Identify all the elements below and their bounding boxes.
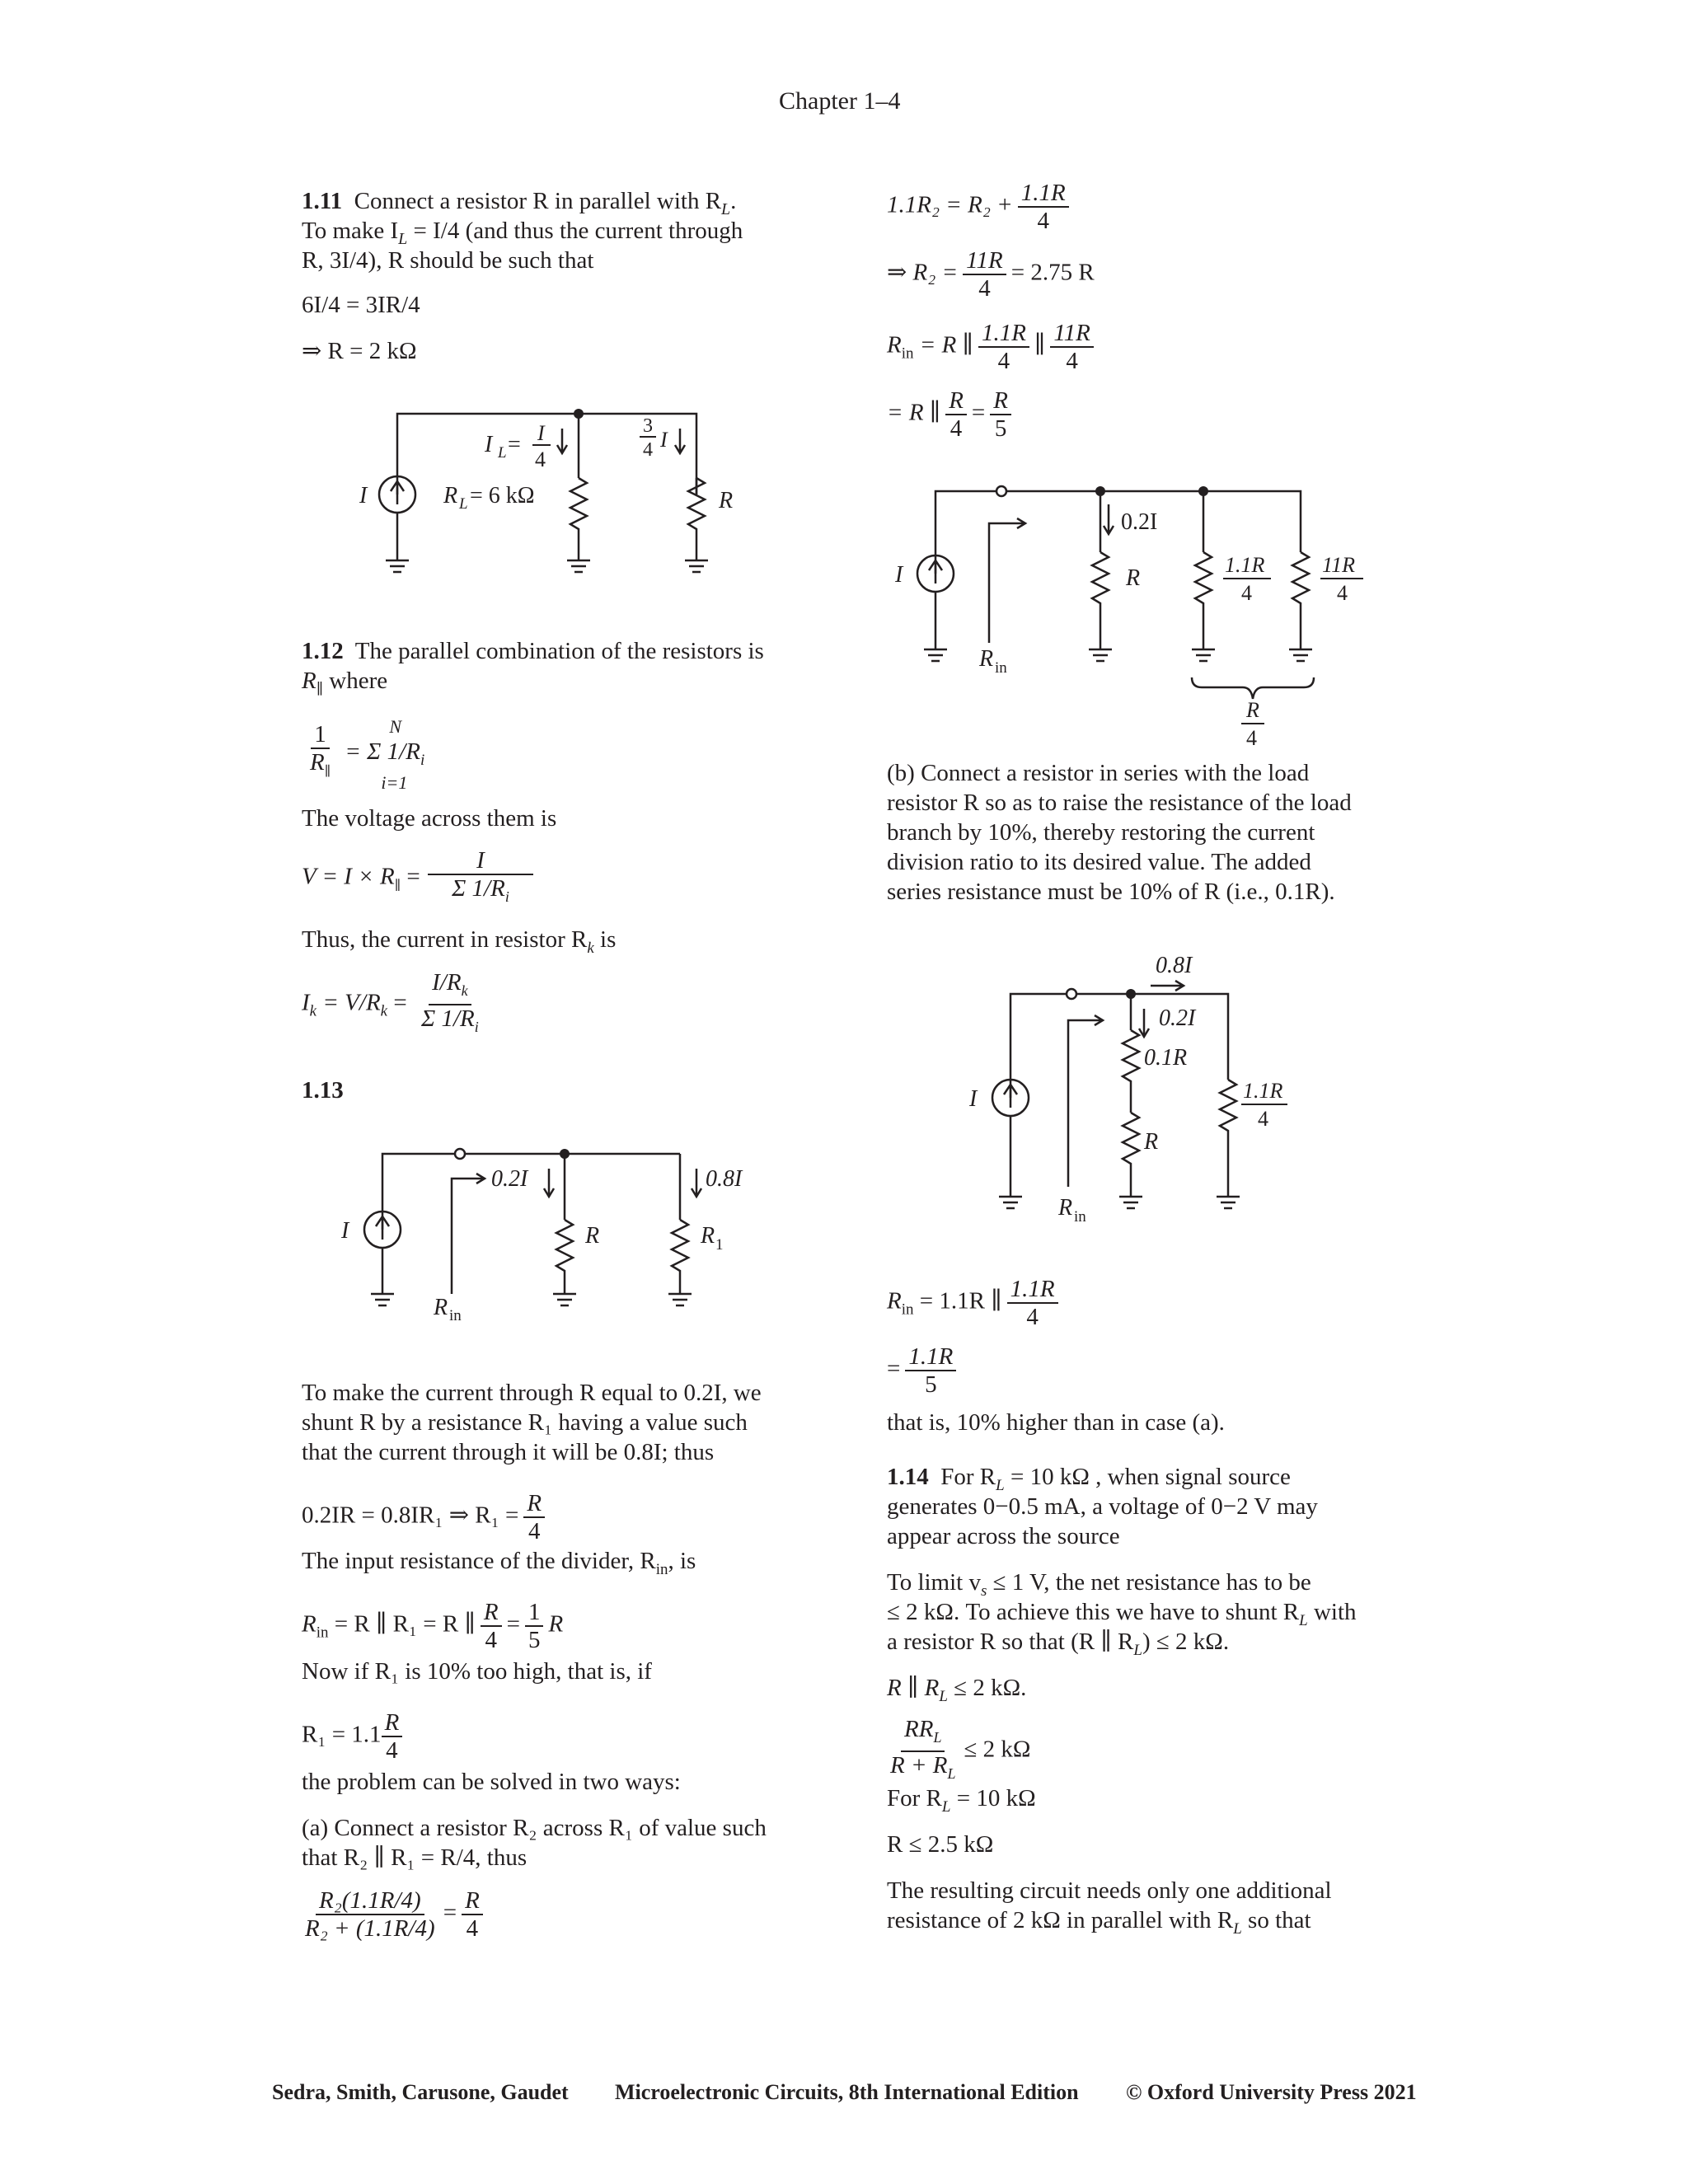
- p112-v-eq: [302, 847, 535, 910]
- num: 11R: [1050, 320, 1094, 348]
- r-label: R: [719, 488, 734, 513]
- den: R + R: [890, 1751, 948, 1779]
- rin-sub: in: [1074, 1208, 1086, 1226]
- sub: L: [941, 1797, 951, 1816]
- source-label: I: [895, 562, 903, 588]
- il-num: I: [537, 421, 545, 445]
- sub: L: [1233, 1919, 1242, 1938]
- sub: in: [901, 344, 914, 363]
- sub: k: [380, 1002, 388, 1020]
- e1b: ≤ 2 kΩ.: [947, 1675, 1027, 1701]
- rin-sub: in: [995, 659, 1007, 677]
- brace-den: 4: [1246, 726, 1257, 750]
- p111-line3: R, 3I/4), R should be such that: [302, 247, 594, 274]
- circuit-1-11: [346, 396, 758, 585]
- rin: R: [887, 331, 902, 359]
- p111-text: = I/4 (and thus the current through: [407, 218, 743, 244]
- p112-text: where: [323, 668, 388, 694]
- sub: i: [504, 888, 509, 905]
- num: R: [462, 1887, 483, 1915]
- l4b: ≤ 1 V, the net resistance has to be: [987, 1569, 1311, 1596]
- e2a: ⇒ R₂ =: [887, 259, 959, 286]
- p113-e3: [302, 1709, 407, 1764]
- sum-rhs: = Σ 1/R: [345, 738, 420, 765]
- rin: R: [302, 1610, 316, 1638]
- p112-ik-eq: [302, 969, 487, 1040]
- t4e: , is: [668, 1548, 696, 1574]
- p111-text: Connect a resistor R in parallel with R: [354, 188, 722, 214]
- num: R: [945, 387, 967, 415]
- v-eq: =: [401, 863, 420, 890]
- i08-label: 0.8I: [1156, 953, 1193, 978]
- thus-text: Thus, the current in resistor R: [302, 926, 588, 953]
- p114-l2: generates 0−0.5 mA, a voltage of 0−2 V may: [887, 1493, 1318, 1520]
- sub: L: [721, 199, 731, 218]
- e6a: =: [887, 1355, 901, 1382]
- source-label: I: [359, 483, 368, 509]
- e2b: = 2.75 R: [1010, 259, 1095, 286]
- e3: For R: [887, 1785, 942, 1811]
- il-eq: =: [508, 432, 521, 457]
- sub: ∥: [316, 680, 324, 697]
- brace-icon: [1192, 677, 1314, 699]
- r-label: R: [585, 1223, 600, 1249]
- sum-top: N: [389, 715, 402, 737]
- problem-number: 1.13: [302, 1077, 344, 1104]
- frac-num: 3: [643, 415, 653, 437]
- sub: k: [461, 982, 468, 999]
- e1a: 1.1R₂ = R₂ +: [887, 191, 1013, 218]
- e3b: = 10 kΩ: [950, 1785, 1036, 1811]
- r-label: R: [1144, 1129, 1159, 1155]
- sub: in: [316, 1624, 329, 1642]
- p112-sum-eq: $\frac{1}{R_\parallel}$ N i=1 = Σ $1/R_i$: [302, 721, 424, 785]
- sub: L: [398, 229, 408, 248]
- num: R: [990, 387, 1011, 415]
- sub: k: [309, 1002, 317, 1020]
- num: 1.1R: [1018, 180, 1069, 208]
- den: 5: [528, 1627, 541, 1653]
- circuit-1-13a: [874, 470, 1385, 758]
- den: 4: [528, 1518, 541, 1544]
- num: 1.1R: [905, 1343, 956, 1371]
- p111-text: To make I: [302, 218, 399, 244]
- ik-den: Σ 1/R: [420, 1005, 475, 1032]
- num: 11R: [963, 247, 1006, 275]
- num: R: [523, 1490, 545, 1518]
- r-label: R: [1126, 565, 1141, 591]
- p114-l7: The resulting circuit needs only one additional: [887, 1877, 1332, 1904]
- p114-l6: [887, 1627, 1229, 1666]
- p114-e3: [887, 1783, 1036, 1822]
- den: 4: [485, 1627, 497, 1653]
- footer-copyright: © Oxford University Press 2021: [1126, 2080, 1417, 2104]
- num: 1: [311, 721, 330, 749]
- v-lhs: V = I × R: [302, 863, 395, 890]
- r-e2: [887, 247, 1095, 302]
- circuit-1-13: [330, 1137, 791, 1335]
- t4: The input resistance of the divider, R: [302, 1548, 656, 1574]
- num: R: [382, 1709, 403, 1737]
- ik-eq: =: [387, 989, 407, 1016]
- p113-t1: To make the current through R equal to 0.2I, we: [302, 1380, 762, 1406]
- r1-sub: 1: [715, 1236, 724, 1254]
- f1-den: 4: [1241, 581, 1252, 605]
- i02-label: 0.2I: [491, 1166, 528, 1192]
- den: 4: [386, 1737, 398, 1764]
- sub: s: [980, 1582, 987, 1600]
- problem-number: 1.14: [887, 1464, 929, 1490]
- source-label: I: [341, 1218, 349, 1244]
- l5b: with: [1307, 1599, 1357, 1625]
- sum-bot: i=1: [381, 771, 408, 793]
- rl-label: R: [443, 483, 458, 509]
- den: 4: [1066, 348, 1078, 374]
- e3b: = R ∥: [913, 331, 973, 359]
- p113-t3: that the current through it will be 0.8I; thus: [302, 1439, 715, 1465]
- circuit-1-13b: [956, 940, 1368, 1236]
- l1b: = 10 kΩ , when signal source: [1004, 1464, 1291, 1490]
- sub: i: [474, 1018, 479, 1035]
- page-title: Chapter 1–4: [779, 87, 901, 115]
- p111-eq2: ⇒ R = 2 kΩ: [302, 338, 417, 364]
- r01-label: 0.1R: [1144, 1045, 1188, 1071]
- p114-l8: [887, 1905, 1311, 1944]
- p114-e4: R ≤ 2.5 kΩ: [887, 1831, 994, 1858]
- rin-label: R: [1058, 1195, 1073, 1221]
- rl-value: = 6 kΩ: [470, 483, 535, 509]
- rin-label: R: [979, 646, 994, 672]
- num: R₂(1.1R/4): [316, 1887, 424, 1915]
- f2-num: 11R: [1322, 553, 1355, 577]
- p113-t2: shunt R by a resistance R₁ having a value such: [302, 1409, 748, 1436]
- r-b2: resistor R so as to raise the resistance of the load: [887, 790, 1352, 816]
- den: 5: [994, 415, 1007, 442]
- den: 4: [978, 275, 991, 302]
- thus-end: is: [593, 926, 617, 953]
- sub: i: [420, 751, 425, 769]
- num: 1.1R: [978, 320, 1029, 348]
- p113-e4: [302, 1887, 488, 1942]
- f1-num: 1.1R: [1225, 553, 1265, 577]
- den: R₂ + (1.1R/4): [305, 1915, 435, 1942]
- den: 4: [950, 415, 963, 442]
- frac-i: I: [660, 428, 668, 452]
- r-par: R: [302, 668, 316, 694]
- sub: L: [1299, 1611, 1308, 1629]
- e1: R ∥ R: [887, 1675, 940, 1701]
- num: RR: [904, 1716, 934, 1742]
- problem-number: 1.11: [302, 188, 343, 214]
- f-den: 4: [1258, 1107, 1268, 1131]
- ground-icon: [685, 560, 708, 572]
- p113-t4: [302, 1546, 696, 1585]
- source-label: I: [969, 1086, 978, 1112]
- p113-t8: that R₂ ∥ R₁ = R/4, thus: [302, 1844, 528, 1871]
- f-num: 1.1R: [1243, 1079, 1283, 1103]
- r-b1: (b) Connect a resistor in series with the load: [887, 760, 1310, 786]
- p112-text: The parallel combination of the resistors is: [354, 638, 764, 664]
- p111-line1: 1.11 Connect a resistor R in parallel with $R_L$.: [302, 188, 737, 218]
- e5b: = 1.1R ∥: [913, 1287, 1002, 1315]
- ground-icon: [386, 560, 409, 572]
- sub: L: [947, 1765, 956, 1782]
- v-den: Σ 1/R: [452, 875, 505, 902]
- il-den: 4: [535, 448, 546, 471]
- brace-num: R: [1246, 698, 1259, 722]
- i02-label: 0.2I: [1121, 509, 1158, 535]
- den: 4: [1037, 208, 1049, 234]
- den: 4: [1026, 1304, 1039, 1330]
- p114-l3: appear across the source: [887, 1523, 1120, 1549]
- l8b: so that: [1241, 1907, 1311, 1933]
- r-b5: series resistance must be 10% of R (i.e., 0.1R).: [887, 879, 1335, 905]
- r-e6: [887, 1343, 961, 1398]
- ik-lhs: I: [302, 989, 310, 1016]
- r1-label: R: [701, 1223, 715, 1249]
- f2-den: 4: [1337, 581, 1348, 605]
- e4b: =: [971, 399, 986, 426]
- den: 4: [466, 1915, 479, 1942]
- e3a: R₁ = 1.1: [302, 1721, 382, 1748]
- p112-thus: [302, 925, 616, 963]
- eq-text: 0.2IR = 0.8IR₁ ⇒ R₁ =: [302, 1502, 519, 1529]
- v-num: I: [428, 847, 533, 875]
- ik-mid: = V/R: [316, 989, 381, 1016]
- sub: L: [1133, 1641, 1142, 1659]
- p111-eq1: 6I/4 = 3IR/4: [302, 292, 420, 318]
- p112-line1: [302, 636, 764, 666]
- l6b: ) ≤ 2 kΩ.: [1142, 1629, 1230, 1655]
- l6: a resistor R so that (R ∥ R: [887, 1629, 1134, 1655]
- sub: L: [996, 1476, 1005, 1494]
- r-e1: [887, 180, 1074, 234]
- rin-label: R: [434, 1295, 448, 1320]
- resistor-icon: [570, 478, 587, 560]
- p113-e2: [302, 1599, 563, 1653]
- e4a: = R ∥: [887, 399, 941, 426]
- footer-book: Microelectronic Circuits, 8th International Edition: [615, 2080, 1079, 2104]
- e2b: = R ∥ R₁ = R ∥: [328, 1610, 476, 1638]
- r-e5: [887, 1276, 1063, 1330]
- e2e: R: [548, 1610, 564, 1638]
- num: 1.1R: [1007, 1276, 1058, 1304]
- num: 1: [525, 1599, 544, 1627]
- rin-sub: in: [449, 1307, 462, 1324]
- ground-icon: [567, 560, 590, 572]
- sub: ∥: [394, 879, 401, 893]
- i08-label: 0.8I: [706, 1166, 743, 1192]
- e2b: ≤ 2 kΩ: [964, 1736, 1031, 1763]
- p113-t5: Now if R₁ is 10% too high, that is, if: [302, 1658, 652, 1685]
- rl-sub: L: [459, 495, 468, 513]
- l8: resistance of 2 kΩ in parallel with R: [887, 1907, 1234, 1933]
- ik-num: I/R: [432, 969, 462, 996]
- eq: =: [443, 1899, 457, 1926]
- il-label: I: [485, 432, 493, 457]
- p114-e1: [887, 1673, 1026, 1712]
- frac-den: 4: [643, 439, 653, 461]
- p113-e1: [302, 1490, 550, 1544]
- il-sub: L: [498, 444, 507, 462]
- l5: ≤ 2 kΩ. To achieve this we have to shunt R: [887, 1599, 1300, 1625]
- p112-vtext: The voltage across them is: [302, 805, 557, 832]
- num: R: [481, 1599, 502, 1627]
- e2c: =: [506, 1610, 520, 1638]
- den: 4: [997, 348, 1010, 374]
- sub: k: [587, 939, 594, 957]
- i02-label: 0.2I: [1159, 1005, 1196, 1031]
- r-e4: [887, 387, 1016, 442]
- rin: R: [887, 1287, 902, 1315]
- p113-t7: (a) Connect a resistor R₂ across R₁ of value such: [302, 1815, 767, 1841]
- l1: For R: [940, 1464, 996, 1490]
- sub: L: [939, 1687, 948, 1705]
- l4: To limit v: [887, 1569, 981, 1596]
- p112-line2: [302, 666, 387, 704]
- den: 5: [925, 1371, 937, 1398]
- r-e3: [887, 320, 1099, 374]
- p114-e2: [887, 1716, 1030, 1787]
- sub: in: [655, 1560, 668, 1578]
- problem-number: 1.12: [302, 638, 344, 664]
- footer-authors: Sedra, Smith, Carusone, Gaudet: [272, 2080, 569, 2104]
- e3c: ∥: [1034, 331, 1046, 359]
- sub: in: [901, 1301, 914, 1319]
- sub: L: [933, 1728, 942, 1746]
- r-b3: branch by 10%, thereby restoring the current: [887, 819, 1315, 846]
- r-b4: division ratio to its desired value. The added: [887, 849, 1311, 875]
- p113-t6: the problem can be solved in two ways:: [302, 1769, 681, 1795]
- r-t10: that is, 10% higher than in case (a).: [887, 1409, 1225, 1436]
